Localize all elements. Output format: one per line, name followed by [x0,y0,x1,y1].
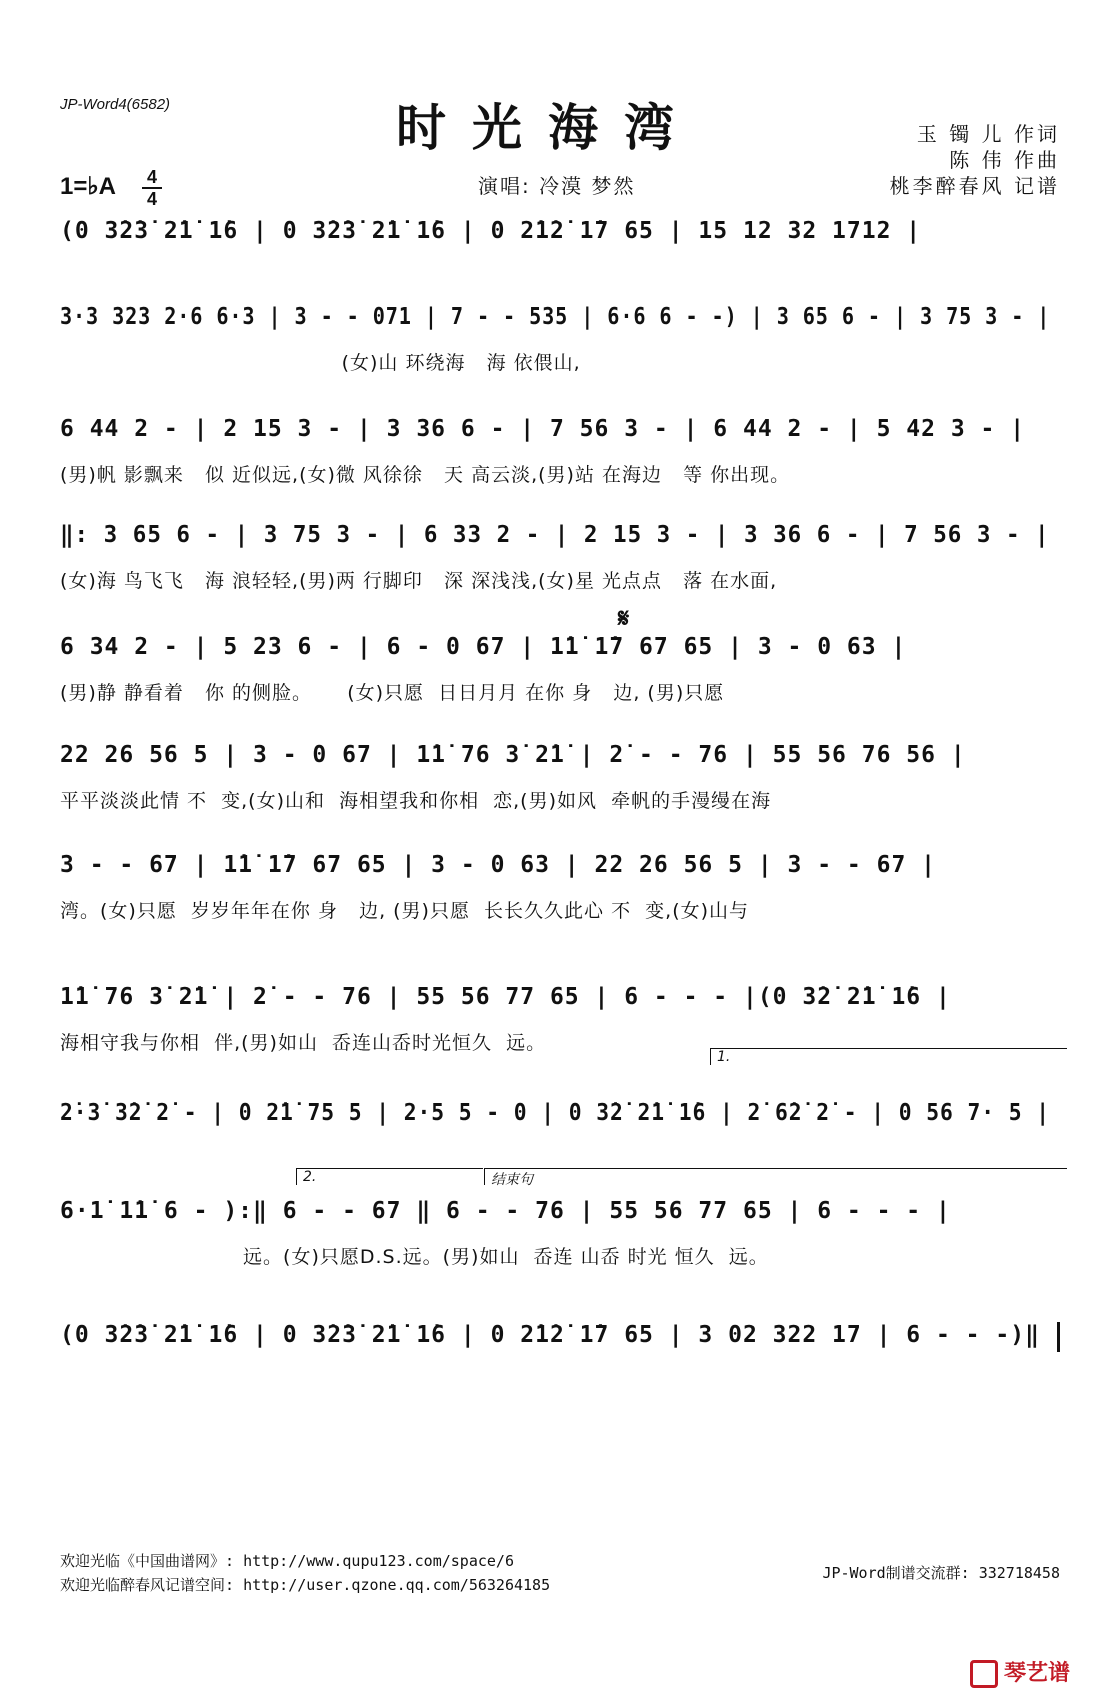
lyrics: (男)帆 影飘来 似 近似远,(女)微 风徐徐 天 高云淡,(男)站 在海边 等 你出现。 [60,464,791,486]
lyricist-credit: 玉 镯 儿 作词 [916,122,1060,146]
transcriber-credit: 桃李醉春风 记谱 [889,174,1060,198]
staff-line-3 [60,416,1060,488]
lyrics: 远。(女)只愿D.S.远。(男)如山 岙连 山岙 时光 恒久 远。 [60,1246,769,1268]
notes: 1̇1̇ 76 3̇ 2̇1̇ | 2̇ - - 76 | 55 56 77 65 | 6 - - - |(0 3̇2̇ 2̇1̇ 1̇6 | [60,984,951,1010]
key-signature: 1=♭A [60,173,117,200]
lyrics: 湾。(女)只愿 岁岁年年在你 身 边, (男)只愿 长长久久此心 不 变,(女)山与 [60,900,750,922]
staff-line-2 [60,304,1060,376]
site-logo [970,1656,1070,1688]
notes: 2̇·3̇ 3̇2̇ 2̇ - | 0 2̇1̇ 75 5 | 2·5 5 - 0 | 0 3̇2̇ 2̇1̇ 1̇6 | 2̇ 6̇2̇ 2̇ - | 0 56 7· 5 | [60,1100,1050,1126]
software-version: JP-Word4(6582) [60,96,171,113]
singer-credit: 演唱: 冷漠 梦然 [478,174,636,198]
first-ending-bracket: 1. [710,1048,1067,1065]
lyrics: (女)海 鸟飞飞 海 浪轻轻,(男)两 行脚印 深 深浅浅,(女)星 光点点 落 在水面, [60,570,778,592]
logo-text: 琴艺谱 [1003,1661,1070,1686]
lyrics: (男)静 静看着 你 的侧脸。 (女)只愿 日日月月 在你 身 边, (男)只愿 [60,682,725,704]
staff-line-1 [60,218,1060,290]
notes: (0 3̇2̇3̇ 2̇1̇ 1̇6 | 0 3̇2̇3̇ 2̇1̇ 1̇6 | 0 2̇1̇2̇ 1̇7 65 | 3 02 322 17 | 6 - - -)‖ [60,1322,1040,1348]
notes: 3·3 323 2·6 6·3 | 3 - - 071 | 7 - - 535 | 6·6 6 - -) | 3 65 6 - | 3 75 3 - | [60,304,1051,330]
time-signature [142,168,162,208]
notes: (0 3̇2̇3̇ 2̇1̇ 1̇6 | 0 3̇2̇3̇ 2̇1̇ 1̇6 | 0 2̇1̇2̇ 1̇7 65 | 15 12 32 1712 | [60,218,922,244]
composer-credit: 陈 伟 作曲 [949,148,1060,172]
segno-sign: 𝄋 [618,604,630,634]
staff-line-11 [60,1322,1060,1394]
lyrics: 海相守我与你相 伴,(男)如山 岙连山岙时光恒久 远。 [60,1032,547,1054]
lyrics: 平平淡淡此情 不 变,(女)山和 海相望我和你相 恋,(男)如风 牵帆的手漫缦在海 [60,790,772,812]
footer-space-link: 欢迎光临醉春风记谱空间: http://user.qzone.qq.com/563264185 [60,1576,551,1594]
lyrics: (女)山 环绕海 海 依偎山, [60,352,581,374]
staff-line-10 [60,1198,1060,1270]
staff-line-8 [60,984,1060,1056]
notes: 22 26 56 5 | 3 - 0 67 | 1̇1̇ 76 3̇ 2̇1̇ | 2̇ - - 76 | 55 56 76 56 | [60,742,966,768]
song-title: 时光海湾 [396,98,700,157]
notes: 3 - - 67 | 1̇1̇ 1̇7 67 65 | 3 - 0 63 | 22 26 56 5 | 3 - - 67 | [60,852,936,878]
footer-group: JP-Word制谱交流群: 332718458 [822,1564,1060,1582]
staff-line-7 [60,852,1060,924]
notes: 6 34 2 - | 5 23 6 - | 6 - 0 67 | 1̇1̇ 1̇7 67 65 | 3 - 0 63 | [60,634,907,660]
staff-line-5 [60,634,1060,706]
time-signature-top: 4 [146,167,157,187]
staff-line-9 [60,1100,1060,1172]
second-ending-bracket: 2. [296,1168,483,1185]
ending-phrase-bracket: 结束句 [484,1168,1067,1185]
notes: 6·1̇ 1̇1̇ 6 - ):‖ 6 - - 67 ‖ 6 - - 76 | 55 56 77 65 | 6 - - - | [60,1198,951,1224]
notes: 6 44 2 - | 2 15 3 - | 3 36 6 - | 7 56 3 - | 6 44 2 - | 5 42 3 - | [60,416,1026,442]
staff-line-4 [60,522,1060,594]
notes: ‖: 3 65 6 - | 3 75 3 - | 6 33 2 - | 2 15 3 - | 3 36 6 - | 7 56 3 - | [60,522,1050,548]
footer-site-link: 欢迎光临《中国曲谱网》: http://www.qupu123.com/space/6 [60,1552,514,1570]
logo-icon [970,1660,998,1688]
time-signature-bottom: 4 [146,189,157,209]
staff-line-6 [60,742,1060,814]
final-barline [1057,1322,1060,1352]
